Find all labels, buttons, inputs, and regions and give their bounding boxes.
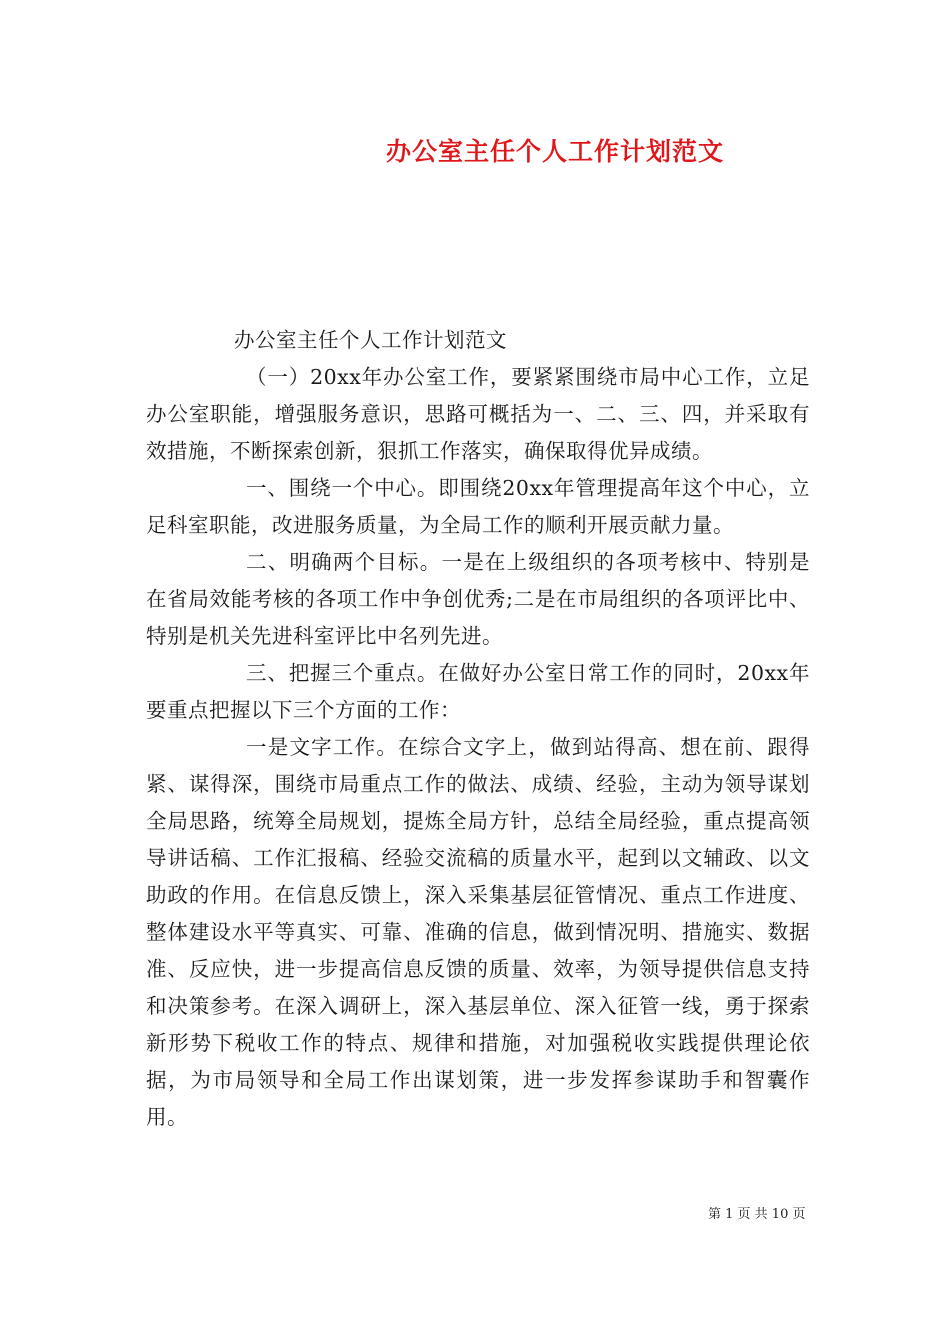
document-title: 办公室主任个人工作计划范文 xyxy=(385,137,724,166)
paragraph: 一是文字工作。在综合文字上，做到站得高、想在前、跟得紧、谋得深，围绕市局重点工作的做法、成绩、经验，主动为领导谋划全局思路，统筹全局规划，提炼全局方针，总结全局经验，重点提高领导讲话稿、工作汇报稿、经验交流稿的质量水平，起到以文辅政、以文助政的作用。在信息反馈上，深入采集基层征管情况、重点工作进度、整体建设水平等真实、可靠、准确的信息，做到情况明、措施实、数据准、反应快，进一步提高信息反馈的质量、效率，为领导提供信息支持和决策参考。在深入调研上，深入基层单位、深入征管一线，勇于探索新形势下税收工作的特点、规律和措施，对加强税收实践提供理论依据，为市局领导和全局工作出谋划策，进一步发挥参谋助手和智囊作用。 xyxy=(146,735,810,1129)
document-body xyxy=(146,322,810,1136)
page-number: 第 1 页 共 10 页 xyxy=(708,1207,806,1222)
paragraph: （一）20xx年办公室工作，要紧紧围绕市局中心工作，立足办公室职能，增强服务意识，思路可概括为一、二、三、四，并采取有效措施，不断探索创新，狠抓工作落实，确保取得优异成绩。 xyxy=(146,365,810,463)
paragraph: 二、明确两个目标。一是在上级组织的各项考核中、特别是在省局效能考核的各项工作中争创优秀;二是在市局组织的各项评比中、特别是机关先进科室评比中名列先进。 xyxy=(146,550,810,648)
document-subtitle: 办公室主任个人工作计划范文 xyxy=(234,328,507,352)
paragraph: 一、围绕一个中心。即围绕20xx年管理提高年这个中心，立足科室职能，改进服务质量，为全局工作的顺利开展贡献力量。 xyxy=(146,476,810,537)
paragraph: 三、把握三个重点。在做好办公室日常工作的同时，20xx年要重点把握以下三个方面的工作： xyxy=(146,661,810,722)
